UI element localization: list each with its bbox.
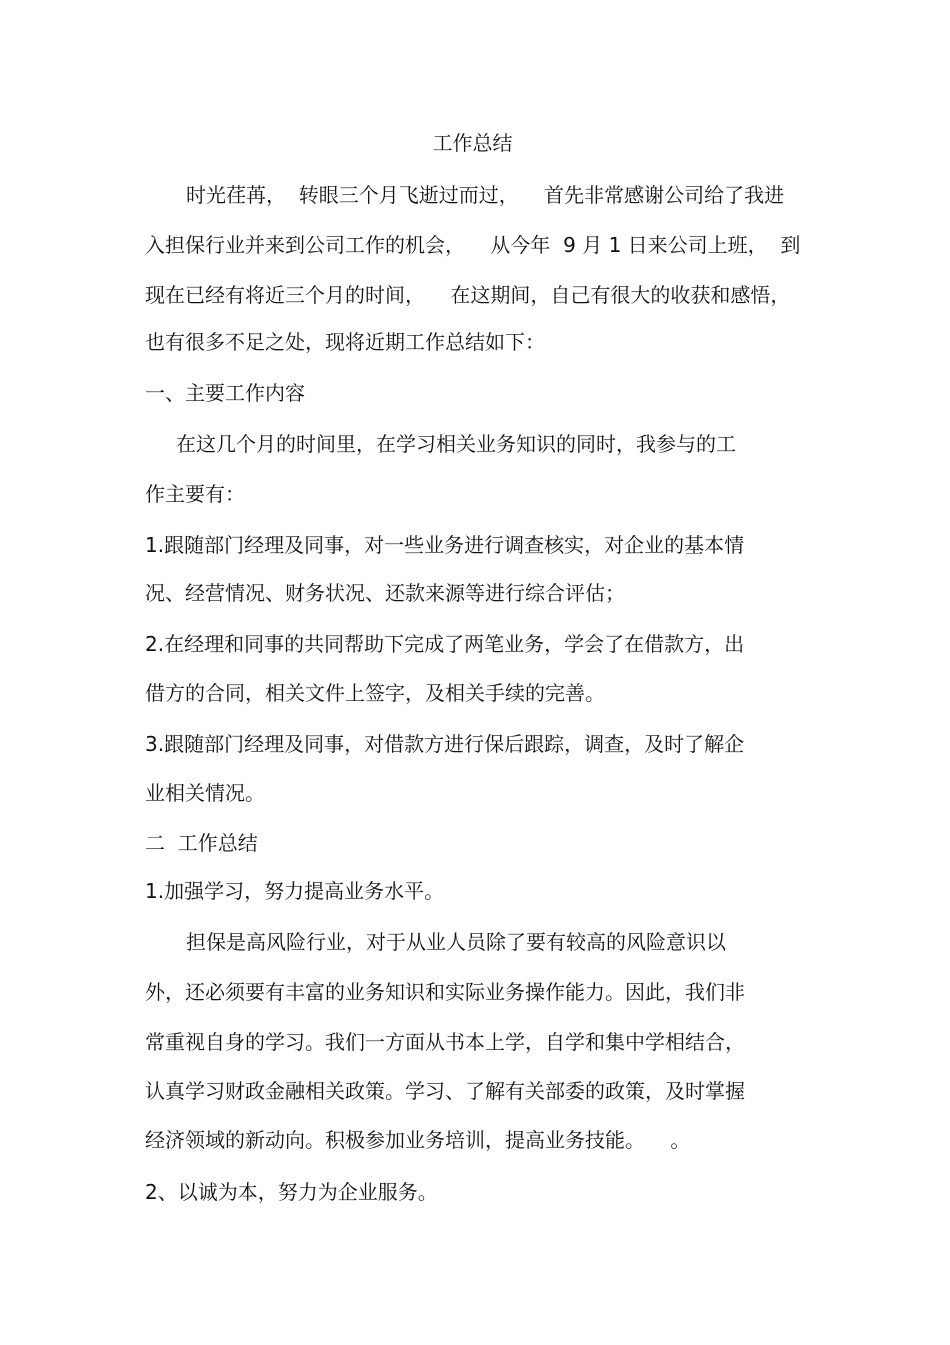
paragraph-line-4: 也有很多不足之处，现将近期工作总结如下： — [145, 330, 545, 354]
paragraph-line-2: 入担保行业并来到公司工作的机会， 从今年 9 月 1 日来公司上班， 到 — [145, 233, 801, 257]
document-title: 工作总结 — [432, 131, 513, 155]
subheading-1: 1.加强学习，努力提高业务水平。 — [145, 879, 445, 903]
paragraph-line-9: 常重视自身的学习。我们一方面从书本上学，自学和集中学相结合， — [145, 1030, 745, 1054]
paragraph-line-8: 外，还必须要有丰富的业务知识和实际业务操作能力。因此，我们非 — [145, 980, 745, 1004]
subheading-2: 2、以诚为本，努力为企业服务。 — [145, 1180, 438, 1204]
paragraph-line-1: 时光荏苒， 转眼三个月飞逝过而过， 首先非常感谢公司给了我进 — [186, 183, 785, 207]
paragraph-line-6: 作主要有： — [145, 482, 245, 506]
paragraph-line-3: 现在已经有将近三个月的时间， 在这期间，自己有很大的收获和感悟， — [145, 283, 791, 307]
section-heading-2: 二 工作总结 — [145, 831, 258, 855]
paragraph-line-11: 经济领域的新动向。积极参加业务培训，提高业务技能。 。 — [145, 1128, 691, 1152]
list-item-3-line-2: 业相关情况。 — [145, 781, 265, 805]
paragraph-line-10: 认真学习财政金融相关政策。学习、了解有关部委的政策，及时掌握 — [145, 1079, 745, 1103]
list-item-2-line-1: 2.在经理和同事的共同帮助下完成了两笔业务，学会了在借款方，出 — [145, 632, 745, 656]
list-item-2-line-2: 借方的合同，相关文件上签字，及相关手续的完善。 — [145, 681, 605, 705]
section-heading-1: 一、主要工作内容 — [145, 381, 305, 405]
list-item-1-line-1: 1.跟随部门经理及同事，对一些业务进行调查核实，对企业的基本情 — [145, 533, 745, 557]
paragraph-line-5: 在这几个月的时间里，在学习相关业务知识的同时，我参与的工 — [176, 432, 736, 456]
paragraph-line-7: 担保是高风险行业，对于从业人员除了要有较高的风险意识以 — [186, 930, 726, 954]
list-item-3-line-1: 3.跟随部门经理及同事，对借款方进行保后跟踪，调查，及时了解企 — [145, 732, 745, 756]
list-item-1-line-2: 况、经营情况、财务状况、还款来源等进行综合评估； — [145, 581, 625, 605]
